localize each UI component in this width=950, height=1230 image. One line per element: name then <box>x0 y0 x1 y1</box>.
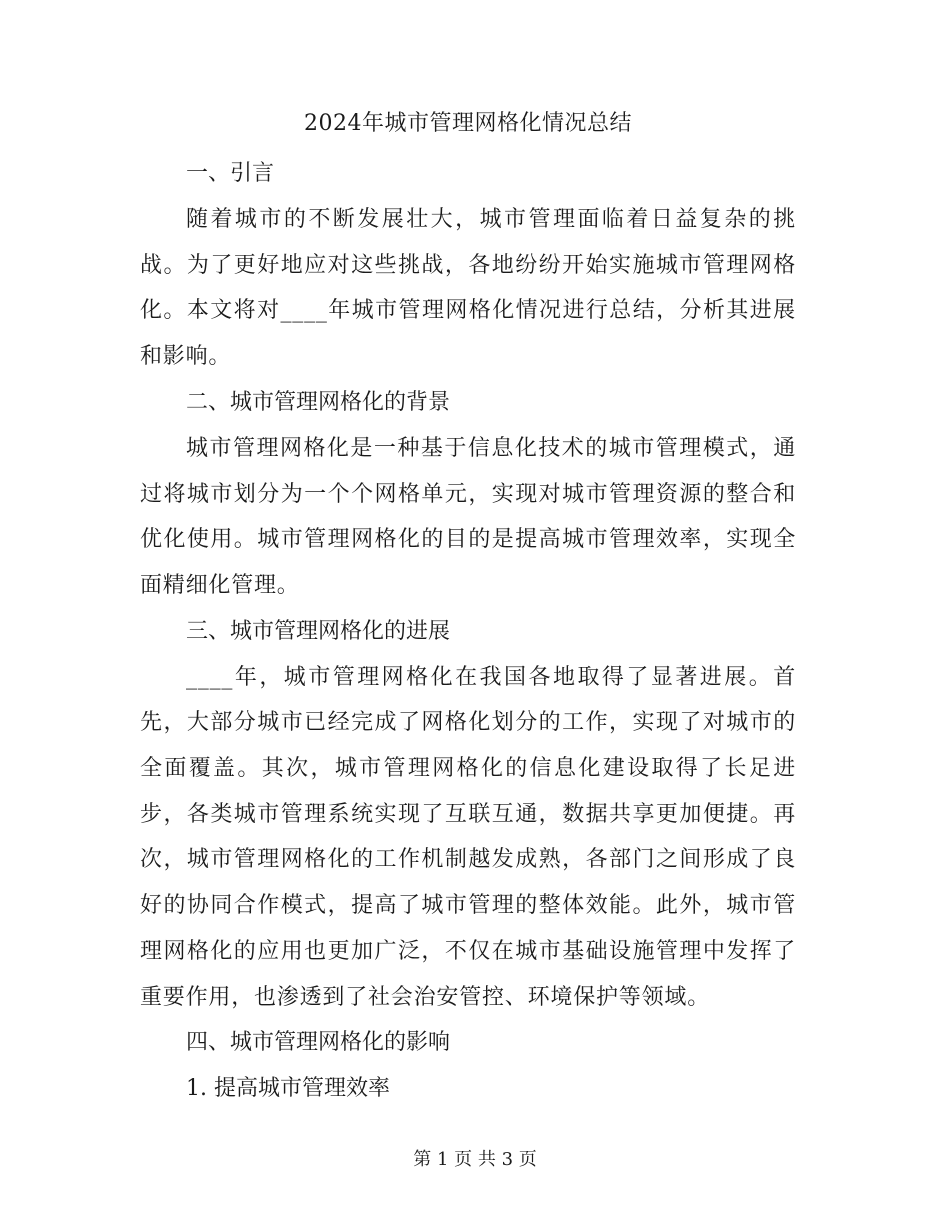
section-heading-background: 二、城市管理网格化的背景 <box>186 389 451 415</box>
page-footer: 第 1 页 共 3 页 <box>413 1149 537 1170</box>
subsection-heading-efficiency: 1. 提高城市管理效率 <box>186 1076 390 1102</box>
section-paragraph-progress: ____年，城市管理网格化在我国各地取得了显著进展。首先，大部分城市已经完成了网格化划分的工作，实现了对城市的全面覆盖。其次，城市管理网格化的信息化建设取得了长足进步，各类城市管理系统实现了互联互通，数据共享更加便捷。再次，城市管理网格化的工作机制越发成熟，各部门之间形成了良好的协同合作模式，提高了城市管理的整体效能。此外，城市管理网格化的应用也更加广泛，不仅在城市基础设施管理中发挥了重要作用，也渗透到了社会治安管控、环境保护等领域。 <box>140 664 796 1010</box>
document-body <box>140 105 796 1112</box>
section-heading-impact: 四、城市管理网格化的影响 <box>186 1030 451 1056</box>
document-title: 2024年城市管理网格化情况总结 <box>304 111 632 136</box>
section-paragraph-background: 城市管理网格化是一种基于信息化技术的城市管理模式，通过将城市划分为一个个网格单元，实现对城市管理资源的整合和优化使用。城市管理网格化的目的是提高城市管理效率，实现全面精细化管理。 <box>140 435 796 598</box>
section-heading-progress: 三、城市管理网格化的进展 <box>186 618 451 644</box>
section-paragraph-introduction: 随着城市的不断发展壮大，城市管理面临着日益复杂的挑战。为了更好地应对这些挑战，各地纷纷开始实施城市管理网格化。本文将对____年城市管理网格化情况进行总结，分析其进展和影响。 <box>140 207 796 370</box>
section-heading-introduction: 一、引言 <box>186 161 275 186</box>
